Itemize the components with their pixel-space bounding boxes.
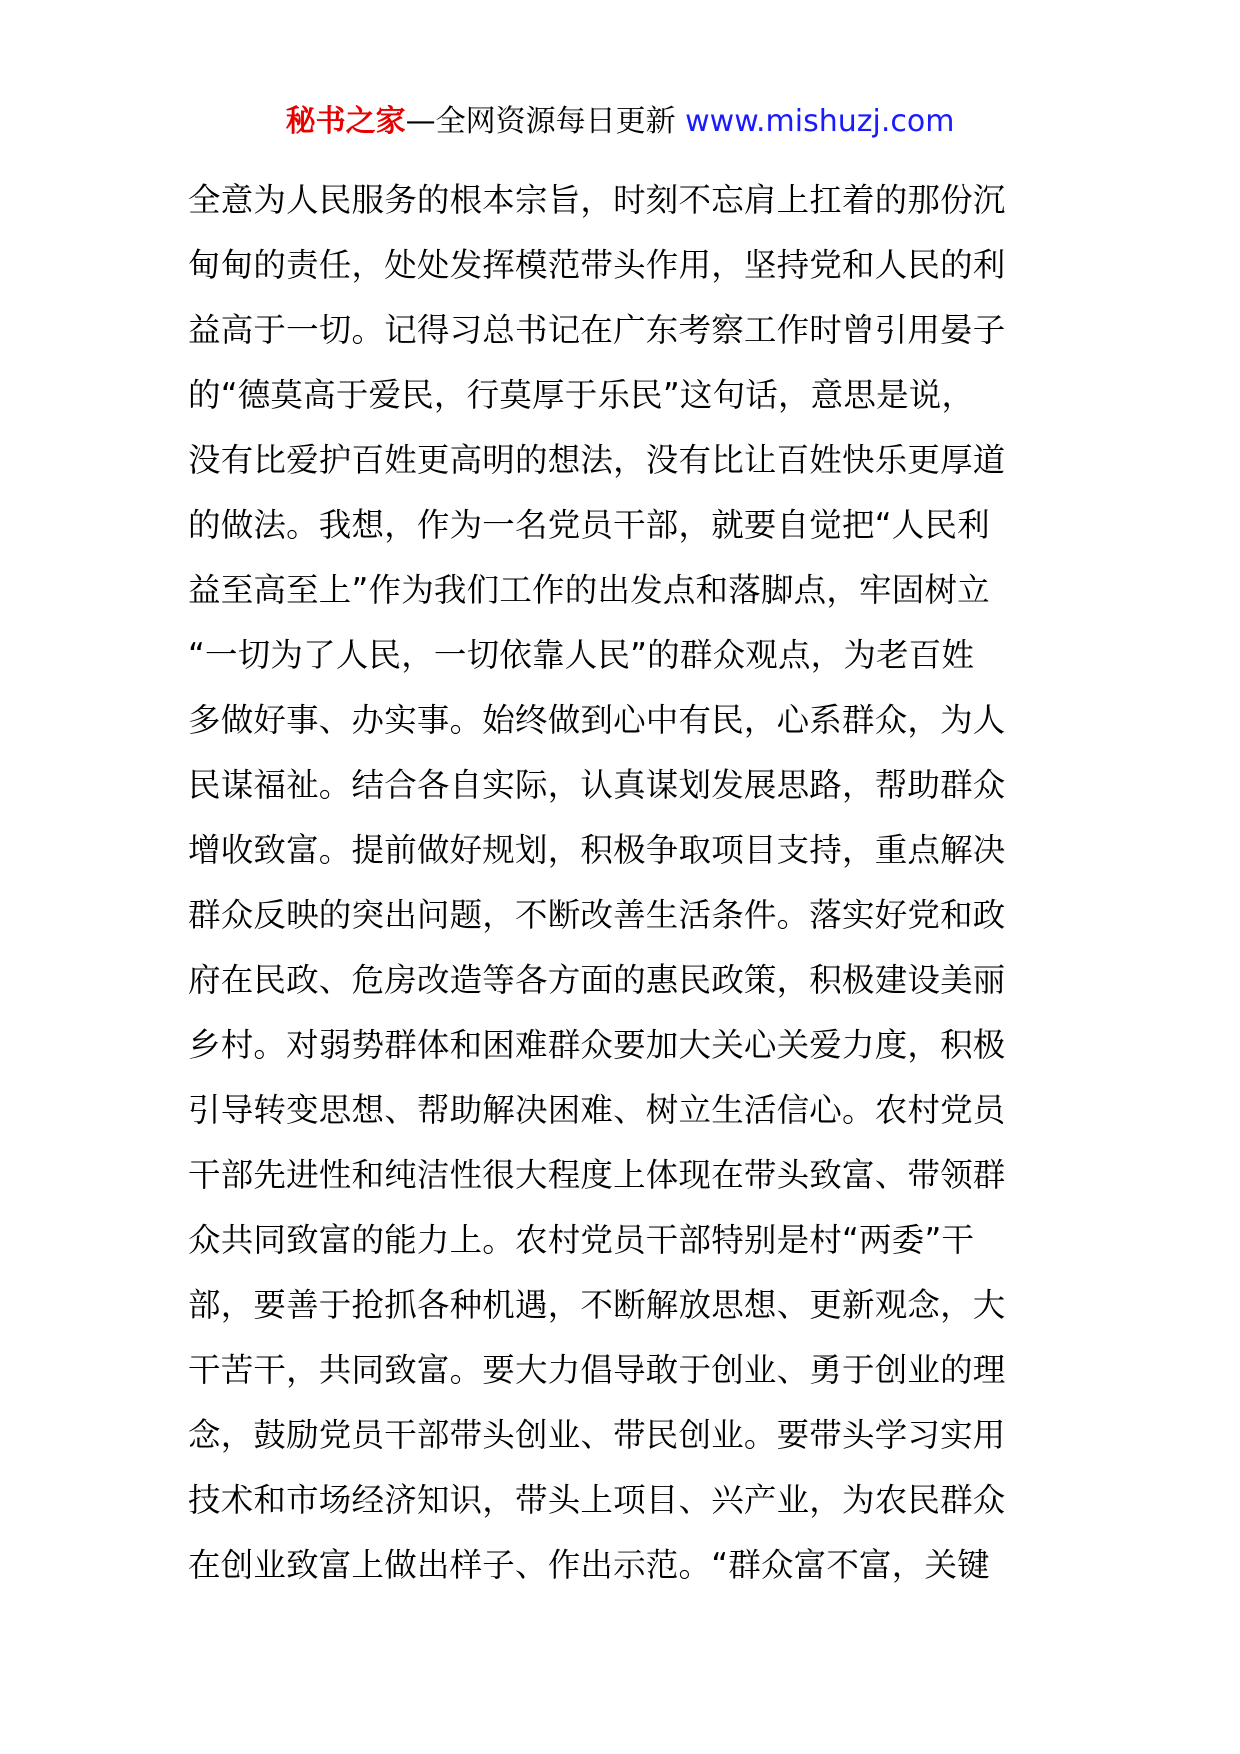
text-line: 的做法。我想，作为一名党员干部，就要自觉把“人民利 [188, 506, 990, 544]
text-line: 府在民政、危房改造等各方面的惠民政策，积极建设美丽 [188, 961, 1006, 999]
text-line: 在创业致富上做出样子、作出示范。“群众富不富，关键 [188, 1546, 990, 1584]
text-line: 全意为人民服务的根本宗旨，时刻不忘肩上扛着的那份沉 [188, 181, 1006, 219]
text-line: 甸甸的责任，处处发挥模范带头作用，坚持党和人民的利 [188, 246, 1006, 284]
text-line: 民谋福祉。结合各自实际，认真谋划发展思路，帮助群众 [188, 766, 1006, 804]
page-header [0, 102, 1240, 142]
text-line: 干部先进性和纯洁性很大程度上体现在带头致富、带领群 [188, 1156, 1006, 1194]
text-line: 念，鼓励党员干部带头创业、带民创业。要带头学习实用 [188, 1416, 1006, 1454]
header-tagline: —全网资源每日更新 [405, 104, 686, 139]
text-line: 干苦干，共同致富。要大力倡导敢于创业、勇于创业的理 [188, 1351, 1006, 1389]
text-line: 引导转变思想、帮助解决困难、树立生活信心。农村党员 [188, 1091, 1006, 1129]
site-url-link[interactable]: www.mishuzj.com [685, 104, 955, 139]
text-line: 众共同致富的能力上。农村党员干部特别是村“两委”干 [188, 1221, 975, 1259]
text-line: 技术和市场经济知识，带头上项目、兴产业，为农民群众 [188, 1481, 1006, 1519]
text-line: 益至高至上”作为我们工作的出发点和落脚点，牢固树立 [188, 571, 990, 609]
brand-name: 秘书之家 [285, 104, 406, 139]
text-line: 的“德莫高于爱民，行莫厚于乐民”这句话，意思是说， [188, 376, 975, 414]
text-line: 群众反映的突出问题，不断改善生活条件。落实好党和政 [188, 896, 1006, 934]
text-line: 益高于一切。记得习总书记在广东考察工作时曾引用晏子 [188, 311, 1006, 349]
body-text [188, 168, 1054, 1598]
text-line: 增收致富。提前做好规划，积极争取项目支持，重点解决 [188, 831, 1006, 869]
text-line: 多做好事、办实事。始终做到心中有民，心系群众，为人 [188, 701, 1006, 739]
text-line: 没有比爱护百姓更高明的想法，没有比让百姓快乐更厚道 [188, 441, 1006, 479]
text-line: “一切为了人民，一切依靠人民”的群众观点，为老百姓 [188, 636, 975, 674]
text-line: 部，要善于抢抓各种机遇，不断解放思想、更新观念，大 [188, 1286, 1006, 1324]
text-line: 乡村。对弱势群体和困难群众要加大关心关爱力度，积极 [188, 1026, 1006, 1064]
